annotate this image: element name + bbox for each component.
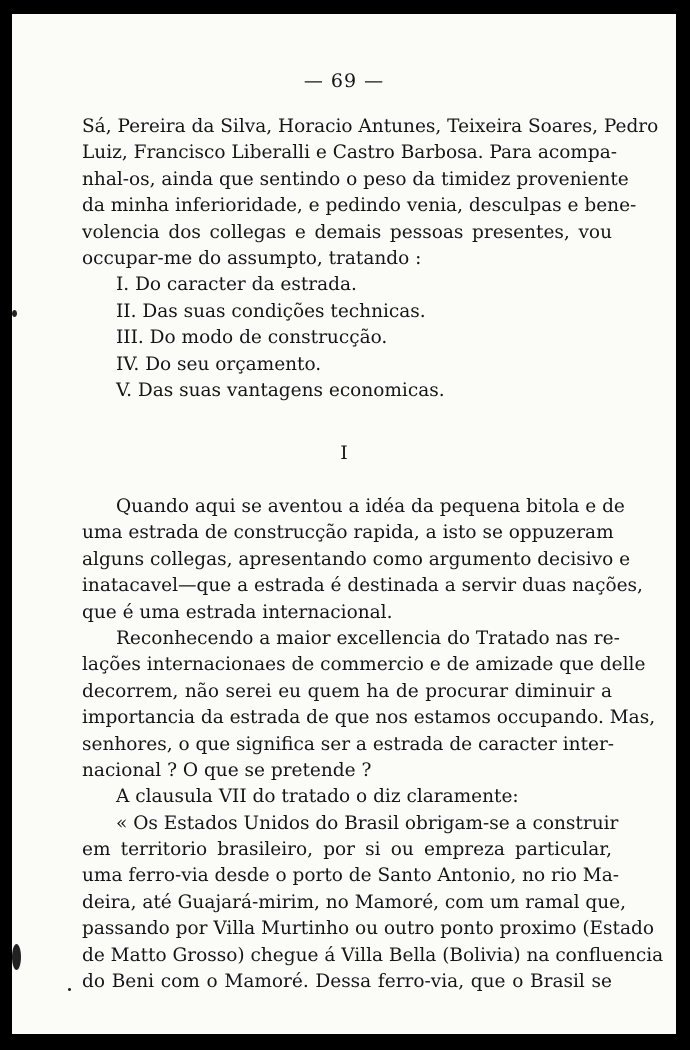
topic-list xyxy=(82,272,612,404)
text-line: deira, até Guajará-mirim, no Mamoré, com um ramal que, xyxy=(82,891,626,913)
topic-item: IV. Do seu orçamento. xyxy=(116,353,322,375)
text-line: que é uma estrada internacional. xyxy=(82,601,393,623)
scan-speck xyxy=(12,310,17,317)
page-number: — 69 — xyxy=(303,70,385,92)
topic-item: I. Do caracter da estrada. xyxy=(116,274,357,296)
text-line: do Beni com o Mamoré. Dessa ferro-via, que o Brasil se xyxy=(82,971,612,993)
intro-paragraph xyxy=(82,114,659,404)
scan-speck xyxy=(68,988,71,991)
text-line: Luiz, Francisco Liberalli e Castro Barbosa. Para acompa- xyxy=(82,142,618,164)
text-line: Reconhecendo a maior excellencia do Tratado nas re- xyxy=(116,627,620,649)
text-line: de Matto Grosso) chegue á Villa Bella (Bolivia) na confluencia xyxy=(82,944,664,966)
text-line: Quando aqui se aventou a idéa da pequena bitola e de xyxy=(116,496,625,517)
text-line: em territorio brasileiro, por si ou empreza particular, xyxy=(82,839,612,861)
text-line: volencia dos collegas e demais pessoas presentes, vou xyxy=(82,221,612,243)
text-line: da minha inferioridade, e pedindo venia, desculpas e bene- xyxy=(82,195,637,217)
text-line: nacional ? O que se pretende ? xyxy=(82,759,372,781)
text-line: uma estrada de construcção rapida, a isto se oppuzeram xyxy=(82,522,614,544)
text-line: nhal-os, ainda que sentindo o peso da timidez proveniente xyxy=(82,168,629,190)
text-line: alguns collegas, apresentando como argumento decisivo e xyxy=(82,548,631,570)
text-line: A clausula VII do tratado o diz claramente: xyxy=(116,786,519,808)
topic-item: V. Das suas vantagens economicas. xyxy=(116,379,445,401)
text-line: Sá, Pereira da Silva, Horacio Antunes, Teixeira Soares, Pedro xyxy=(82,116,659,137)
section-heading: I xyxy=(340,442,348,464)
text-line: senhores, o que significa ser a estrada de caracter inter- xyxy=(82,733,615,755)
text-line: « Os Estados Unidos do Brasil obrigam-se a construir xyxy=(116,812,619,834)
text-line: lações internacionaes de commercio e de amizade que delle xyxy=(82,654,646,676)
body-text xyxy=(82,494,664,995)
text-line: occupar-me do assumpto, tratando : xyxy=(82,247,422,269)
text-line: inatacavel—que a estrada é destinada a servir duas nações, xyxy=(82,575,643,597)
topic-item: III. Do modo de construcção. xyxy=(116,327,388,349)
text-line: importancia da estrada de que nos estamos occupando. Mas, xyxy=(82,707,656,729)
topic-item: II. Das suas condições technicas. xyxy=(116,300,426,322)
text-line: passando por Villa Murtinho ou outro ponto proximo (Estado xyxy=(82,918,654,940)
text-line: decorrem, não serei eu quem ha de procurar diminuir a xyxy=(82,680,612,702)
text-line: uma ferro-via desde o porto de Santo Antonio, no rio Ma- xyxy=(82,865,620,887)
scan-speck xyxy=(12,944,21,970)
document-page xyxy=(12,14,676,1034)
